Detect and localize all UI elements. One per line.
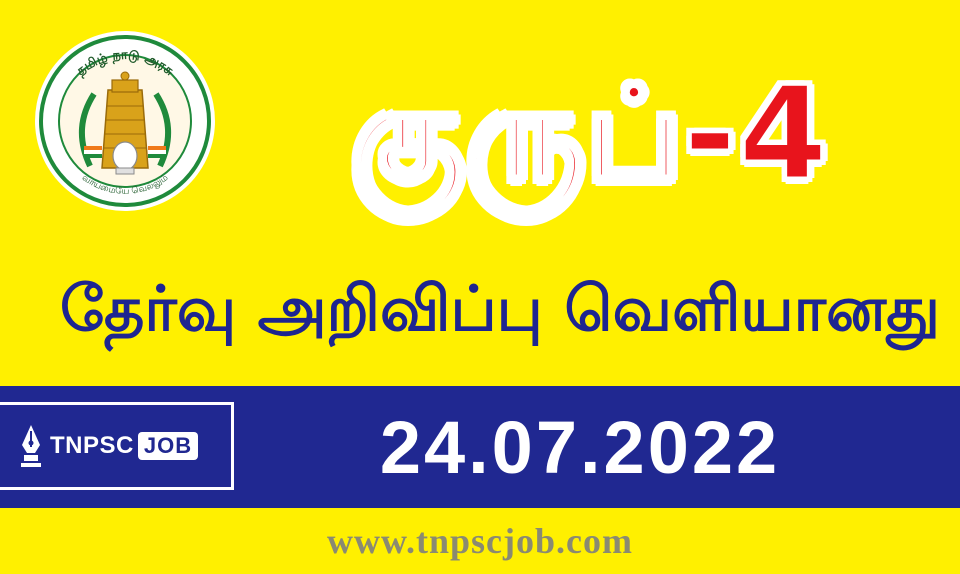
- brand-name: TNPSC: [50, 432, 134, 459]
- emblem-top-text: தமிழ் நாடு அரசு: [73, 47, 177, 79]
- date-strip: [0, 386, 960, 508]
- brand-logo: [0, 402, 234, 490]
- brand-job-badge: JOB: [138, 432, 198, 460]
- headline-group-4: குருப்-4: [350, 60, 830, 209]
- exam-notification-heading: தேர்வு அறிவிப்பு வெளியானது: [60, 272, 940, 345]
- tamil-nadu-emblem: [32, 28, 218, 214]
- notification-date: 24.07.2022: [379, 405, 781, 489]
- emblem-icon: [32, 28, 218, 214]
- emblem-motto-text: வாய்மையே வெல்லும்: [79, 172, 171, 197]
- website-url: www.tnpscjob.com: [326, 521, 633, 561]
- pen-nib-icon: [18, 423, 44, 469]
